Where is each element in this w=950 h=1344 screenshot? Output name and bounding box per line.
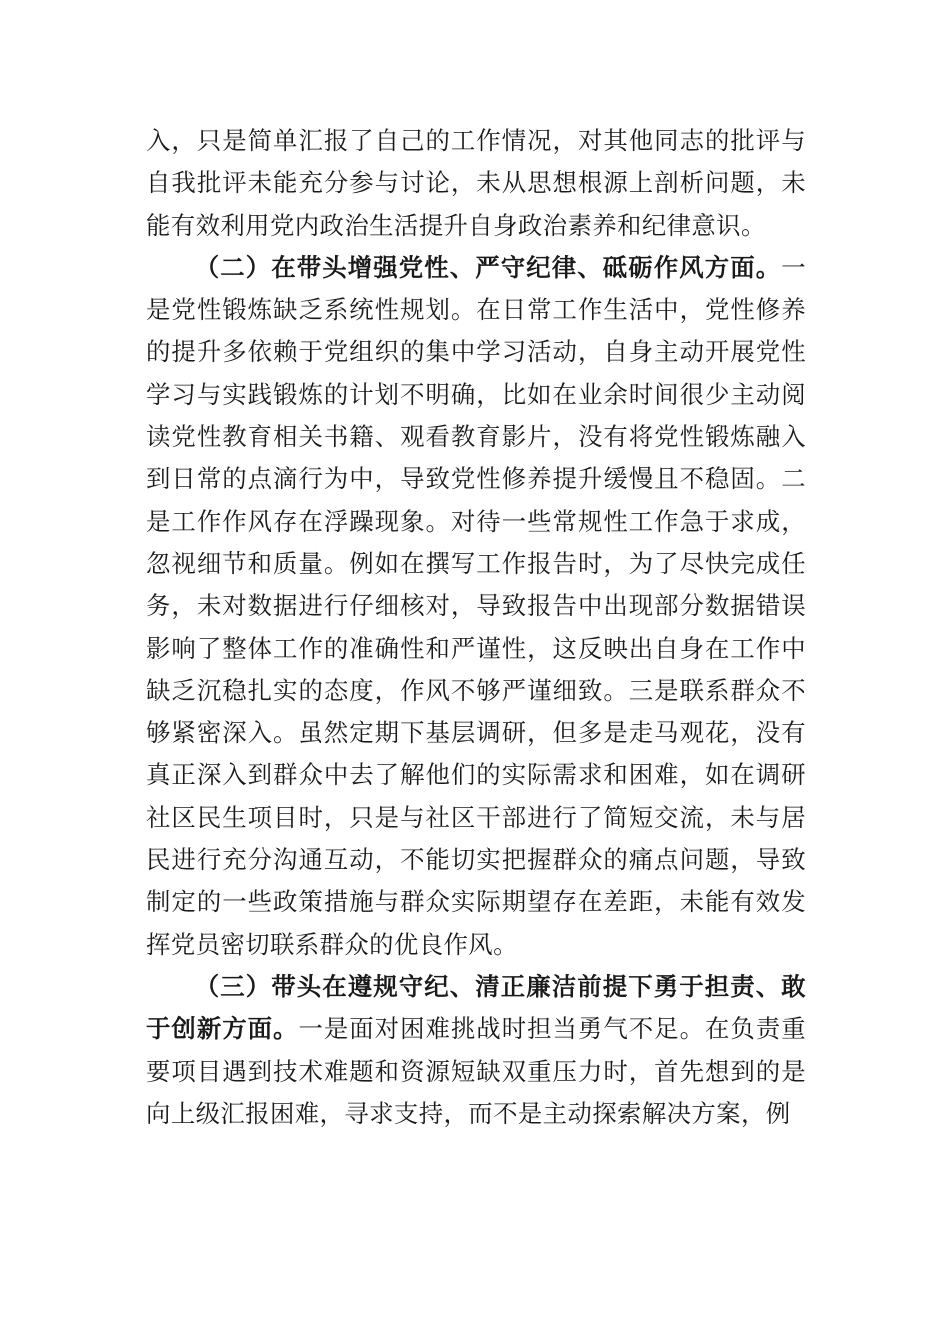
paragraph-section-two bbox=[146, 247, 806, 966]
section-two-text: 一是党性锻炼缺乏系统性规划。在日常工作生活中，党性修养的提升多依赖于党组织的集中学习活动，自身主动开展党性学习与实践锻炼的计划不明确，比如在业余时间很少主动阅读党性教育相关书籍、观看教育影片，没有将党性锻炼融入到日常的点滴行为中，导致党性修养提升缓慢且不稳固。二是工作作风存在浮躁现象。对待一些常规性工作急于求成，忽视细节和质量。例如在撰写工作报告时，为了尽快完成任务，未对数据进行仔细核对，导致报告中出现部分数据错误影响了整体工作的准确性和严谨性，这反映出自身在工作中缺乏沉稳扎实的态度，作风不够严谨细致。三是联系群众不够紧密深入。虽然定期下基层调研，但多是走马观花，没有真正深入到群众中去了解他们的实际需求和困难，如在调研社区民生项目时，只是与社区干部进行了简短交流，未与居民进行充分沟通互动，不能切实把握群众的痛点问题，导致制定的一些政策措施与群众实际期望存在差距，未能有效发挥党员密切联系群众的优良作风。 bbox=[146, 252, 806, 959]
paragraph-section-three bbox=[146, 966, 806, 1135]
section-three-heading: （三）带头在遵规守纪、清正廉洁前提下勇于担责、敢于创新方面。 bbox=[146, 971, 806, 1044]
section-two-heading: （二）在带头增强党性、严守纪律、砥砺作风方面。 bbox=[194, 252, 782, 282]
document-page bbox=[146, 120, 806, 1135]
paragraph-1-text: 入，只是简单汇报了自己的工作情况，对其他同志的批评与自我批评未能充分参与讨论，未从思想根源上剖析问题，未能有效利用党内政治生活提升自身政治素养和纪律意识。 bbox=[146, 126, 806, 240]
section-three-text: 一是面对困难挑战时担当勇气不足。在负责重要项目遇到技术难题和资源短缺双重压力时，首先想到的是向上级汇报困难，寻求支持，而不是主动探索解决方案，例 bbox=[146, 1014, 806, 1128]
paragraph-continuation bbox=[146, 120, 806, 247]
